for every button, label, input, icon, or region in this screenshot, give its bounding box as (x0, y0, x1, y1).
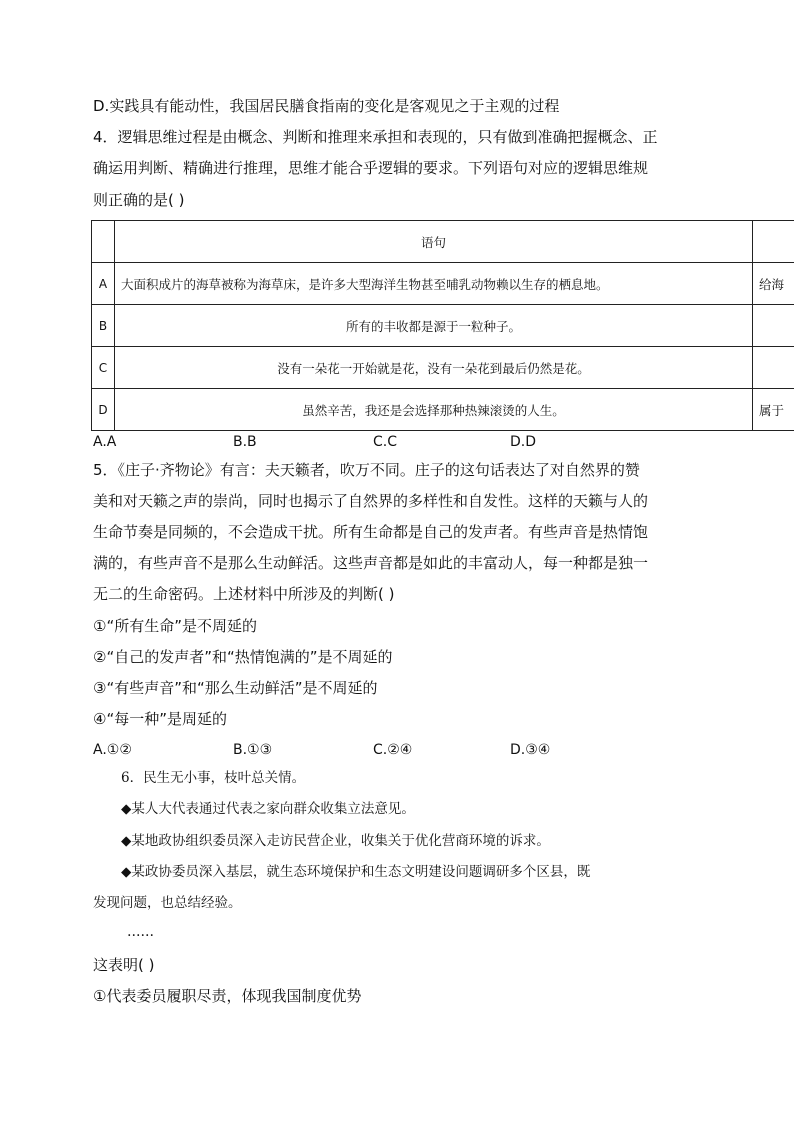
q6-ellipsis: …… (127, 924, 154, 940)
q4-stem-line-2: 确运用判断、精确进行推理，思维才能合乎逻辑的要求。下列语句对应的逻辑思维规 (93, 159, 649, 177)
row-sentence: 没有一朵花一开始就是花，没有一朵花到最后仍然是花。 (115, 347, 753, 389)
q3-option-d: D.实践具有能动性，我国居民膳食指南的变化是客观见之于主观的过程 (93, 97, 560, 115)
row-rule (753, 347, 794, 389)
table-row-b (92, 305, 794, 347)
table-header-row (92, 221, 794, 263)
row-label: D (92, 389, 115, 431)
q5-option-c[interactable]: C.②④ (373, 742, 413, 758)
table-row-a (92, 263, 794, 305)
q4-option-c[interactable]: C.C (373, 434, 398, 450)
q5-stem-line-4: 满的，有些声音不是那么生动鲜活。这些声音都是如此的丰富动人，每一种都是独一 (93, 554, 649, 572)
row-rule: 属于 (753, 389, 794, 431)
row-label: A (92, 263, 115, 305)
q5-stem-line-3: 生命节奏是同频的，不会造成干扰。所有生命都是自己的发声者。有些声音是热情饱 (93, 523, 649, 541)
q5-stem-line-5: 无二的生命密码。上述材料中所涉及的判断( ) (93, 585, 395, 603)
table-row-c (92, 347, 794, 389)
q4-stem-line-1: 4．逻辑思维过程是由概念、判断和推理来承担和表现的，只有做到准确把握概念、正 (93, 128, 658, 146)
row-label: C (92, 347, 115, 389)
q4-sentence-table (91, 220, 794, 431)
row-rule (753, 305, 794, 347)
q5-option-b[interactable]: B.①③ (233, 742, 273, 758)
q5-item-1: ①“所有生命”是不周延的 (93, 617, 257, 635)
q5-option-a[interactable]: A.①② (93, 742, 132, 758)
row-sentence: 所有的丰收都是源于一粒种子。 (115, 305, 753, 347)
q6-stem: 6．民生无小事，枝叶总关情。 (121, 770, 306, 786)
q4-option-d[interactable]: D.D (510, 434, 537, 450)
q6-bullet-3: ◆某政协委员深入基层，就生态环境保护和生态文明建设问题调研多个区县，既 (121, 864, 591, 880)
q5-option-d[interactable]: D.③④ (510, 742, 551, 758)
q6-bullet-3-continued: 发现问题，也总结经验。 (93, 895, 242, 911)
q5-item-2: ②“自己的发声者”和“热情饱满的”是不周延的 (93, 648, 393, 666)
table-header-label-cell (92, 221, 115, 263)
q5-stem-line-2: 美和对天籁之声的崇尚，同时也揭示了自然界的多样性和自发性。这样的天籁与人的 (93, 492, 649, 510)
table-row-d (92, 389, 794, 431)
q6-item-1: ①代表委员履职尽责，体现我国制度优势 (93, 987, 362, 1005)
q6-question: 这表明( ) (93, 956, 155, 974)
q6-bullet-1: ◆某人大代表通过代表之家向群众收集立法意见。 (121, 801, 415, 817)
q5-item-3: ③“有些声音”和“那么生动鲜活”是不周延的 (93, 679, 378, 697)
row-sentence: 虽然辛苦，我还是会选择那种热辣滚烫的人生。 (115, 389, 753, 431)
row-sentence: 大面积成片的海草被称为海草床，是许多大型海洋生物甚至哺乳动物赖以生存的栖息地。 (115, 263, 753, 305)
q5-stem-line-1: 5．《庄子·齐物论》有言：夫天籁者，吹万不同。庄子的这句话表达了对自然界的赞 (93, 461, 640, 479)
q5-item-4: ④“每一种”是周延的 (93, 710, 227, 728)
table-header-rule-cell (753, 221, 794, 263)
table-header-sentence: 语句 (115, 221, 753, 263)
row-label: B (92, 305, 115, 347)
q4-option-a[interactable]: A.A (93, 434, 117, 450)
q4-stem-line-3: 则正确的是( ) (93, 191, 185, 209)
q6-bullet-2: ◆某地政协组织委员深入走访民营企业，收集关于优化营商环境的诉求。 (121, 833, 550, 849)
q4-option-b[interactable]: B.B (233, 434, 257, 450)
row-rule: 给海 (753, 263, 794, 305)
